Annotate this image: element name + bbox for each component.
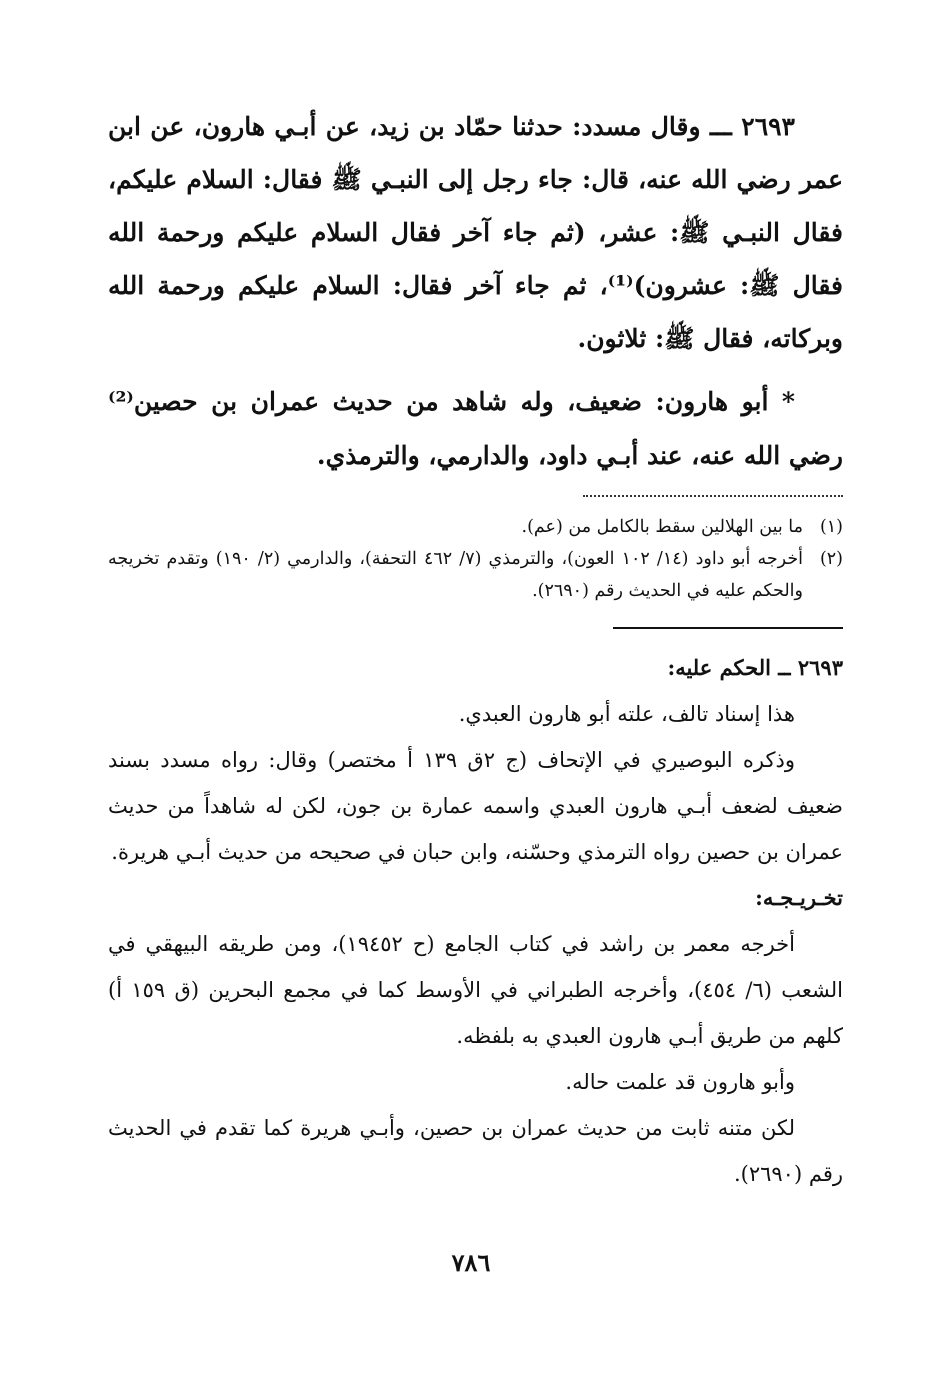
hadith-block: [108, 100, 843, 365]
verdict-text: * أبو هارون: ضعيف، وله شاهد من حديث عمران بن حصين⁽²⁾ رضي الله عنه، عند أبـي داود، والدارمي، والترمذي.: [108, 387, 843, 470]
verdict-block: [108, 375, 843, 483]
section-rule: [613, 627, 843, 629]
takhrij-paragraph: لكن متنه ثابت من حديث عمران بن حصين، وأبـي هريرة كما تقدم في الحديث رقم (٢٦٩٠).: [108, 1116, 843, 1186]
footnote-item: [108, 511, 843, 543]
hadith-dash: ـــ: [709, 112, 732, 141]
commentary-heading: ٢٦٩٣ ــ الحكم عليه:: [667, 655, 843, 680]
page-number: ٧٨٦: [451, 1248, 491, 1277]
hadith-text: وقال مسدد: حدثنا حمّاد بن زيد، عن أبـي هارون، عن ابن عمر رضي الله عنه، قال: جاء رجل إلى النبـي ﷺ فقال: السلام عليكم، فقال النبـي ﷺ: عشر، (ثم جاء آخر فقال السلام عليكم ورحمة الله فقال ﷺ: عشرون)⁽¹⁾، ثم جاء آخر فقال: السلام عليكم ورحمة الله وبركاته، فقال ﷺ: ثلاثون.: [108, 112, 844, 353]
hadith-number: ٢٦٩٣: [741, 112, 795, 141]
footnote-separator-dots: [583, 495, 843, 497]
footnote-text: أخرجه أبو داود (١٤/ ١٠٢ العون)، والترمذي (٧/ ٤٦٢ التحفة)، والدارمي (٢/ ١٩٠) وتقدم تخريجه والحكم عليه في الحديث رقم (٢٦٩٠).: [108, 549, 803, 601]
footnote-number: (١): [819, 517, 843, 537]
footnote-item: [108, 543, 843, 607]
hadith-paragraph: [108, 100, 843, 365]
footnote-number: (٢): [819, 549, 843, 569]
commentary-block: [108, 645, 843, 1197]
takhrij-paragraph: أخرجه معمر بن راشد في كتاب الجامع (ح ١٩٤٥٢)، ومن طريقه البيهقي في الشعب (٦/ ٤٥٤)، وأخرجه الطبراني في الأوسط كما في مجمع البحرين (ق ١٥٩ أ) كلهم من طريق أبـي هارون العبدي به بلفظه.: [108, 932, 844, 1048]
commentary-paragraph: هذا إسناد تالف، علته أبو هارون العبدي.: [458, 702, 795, 726]
takhrij-paragraph: وأبو هارون قد علمت حاله.: [565, 1070, 795, 1094]
takhrij-heading: تخـريـجـه:: [755, 885, 843, 910]
footnotes: [108, 511, 843, 607]
commentary-paragraph: وذكره البوصيري في الإتحاف (ج ٢ق ١٣٩ أ مختصر) وقال: رواه مسدد بسند ضعيف لضعف أبـي هارون العبدي واسمه عمارة بن جون، لكن له شاهداً من حديث عمران بن حصين رواه الترمذي وحسّنه، وابن حبان في صحيحه من حديث أبـي هريرة.: [108, 748, 843, 864]
footnote-text: ما بين الهلالين سقط بالكامل من (عم).: [521, 517, 803, 537]
page-body: [108, 100, 843, 1197]
